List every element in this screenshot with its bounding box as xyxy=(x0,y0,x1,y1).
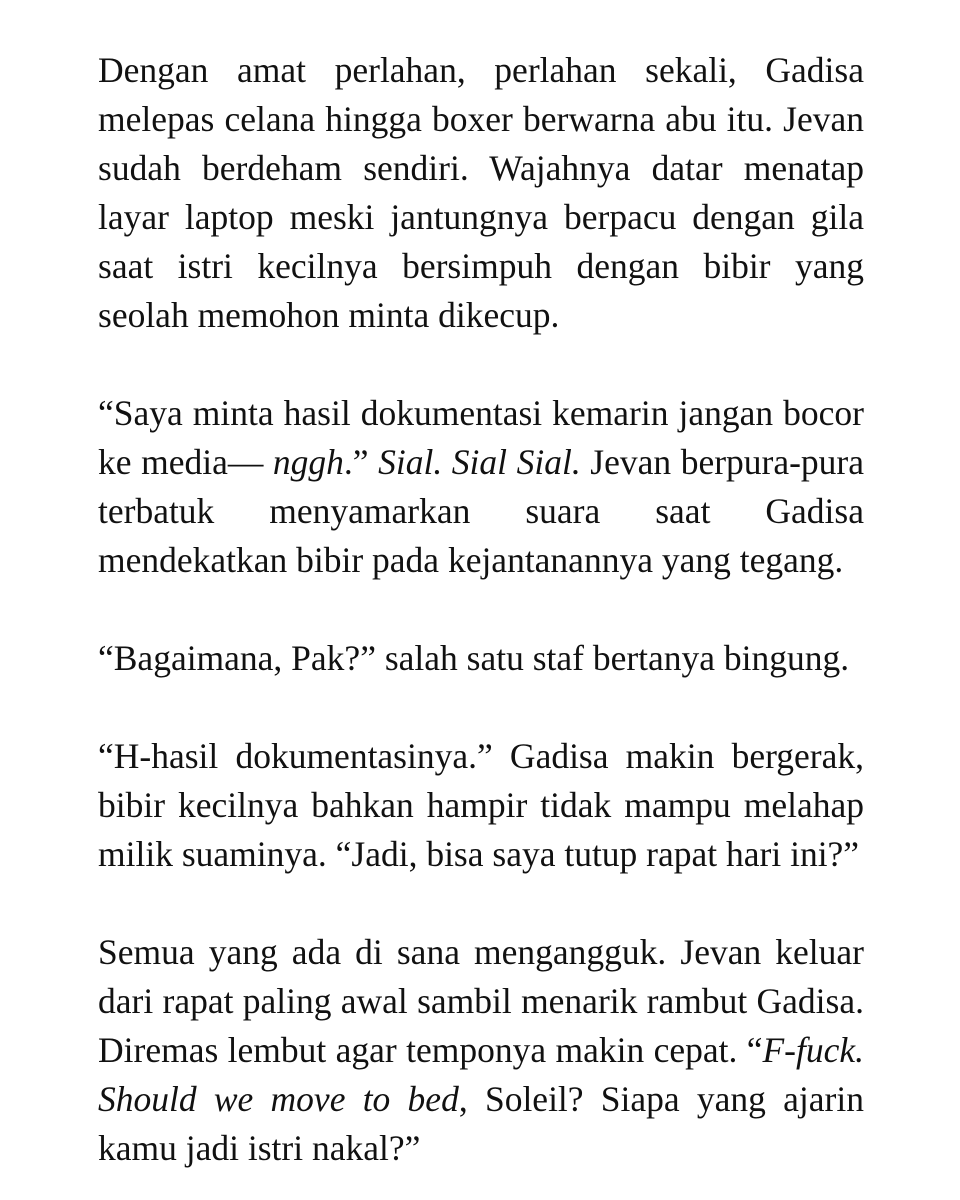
text-line xyxy=(98,487,864,536)
text-line xyxy=(98,242,864,291)
text-line xyxy=(98,1124,864,1173)
paragraph xyxy=(98,928,864,1173)
paragraph xyxy=(98,634,864,683)
text-line xyxy=(98,634,864,683)
text-segment: “Bagaimana, Pak?” salah satu staf bertanya bingung. xyxy=(98,638,850,678)
text-segment: Dengan amat perlahan, perlahan sekali, Gadisa xyxy=(98,50,864,90)
text-line xyxy=(98,438,864,487)
text-segment: layar laptop meski jantungnya berpacu dengan gila xyxy=(98,197,864,237)
text-segment: , Soleil? Siapa yang ajarin xyxy=(458,1079,864,1119)
text-segment: Semua yang ada di sana mengangguk. Jevan keluar xyxy=(98,932,864,972)
italic-text: F-fuck. xyxy=(762,1030,864,1070)
paragraph xyxy=(98,389,864,585)
text-segment: bibir kecilnya bahkan hampir tidak mampu melahap xyxy=(98,785,864,825)
text-line xyxy=(98,1026,864,1075)
text-segment: melepas celana hingga boxer berwarna abu itu. Jevan xyxy=(98,99,864,139)
text-line xyxy=(98,193,864,242)
text-segment: kamu jadi istri nakal?” xyxy=(98,1128,421,1168)
text-line xyxy=(98,781,864,830)
text-line xyxy=(98,95,864,144)
text-line xyxy=(98,732,864,781)
text-segment: milik suaminya. “Jadi, bisa saya tutup rapat hari ini?” xyxy=(98,834,860,874)
text-line xyxy=(98,536,864,585)
text-line xyxy=(98,46,864,95)
text-segment: Jevan berpura-pura xyxy=(590,442,865,482)
italic-wrapper xyxy=(762,1030,864,1070)
italic-wrapper xyxy=(369,442,581,482)
text-segment: saat istri kecilnya bersimpuh dengan bibir yang xyxy=(98,246,864,286)
text-segment: Diremas lembut agar temponya makin cepat. “ xyxy=(98,1030,763,1070)
italic-wrapper xyxy=(263,442,344,482)
text-segment: “H-hasil dokumentasinya.” Gadisa makin bergerak, xyxy=(98,736,864,776)
italic-wrapper xyxy=(98,1079,459,1119)
text-line xyxy=(98,830,864,879)
italic-text: nggh xyxy=(272,442,344,482)
text-segment: mendekatkan bibir pada kejantanannya yang tegang. xyxy=(98,540,844,580)
document-page xyxy=(98,46,864,1173)
text-segment: “Saya minta hasil dokumentasi kemarin jangan bocor xyxy=(98,393,864,433)
text-segment: sudah berdeham sendiri. Wajahnya datar menatap xyxy=(98,148,864,188)
text-line xyxy=(98,928,864,977)
text-segment: seolah memohon minta dikecup. xyxy=(98,295,560,335)
text-line xyxy=(98,144,864,193)
text-segment: dari rapat paling awal sambil menarik rambut Gadisa. xyxy=(98,981,864,1021)
italic-text: Should we move to bed xyxy=(98,1079,459,1119)
text-segment: terbatuk menyamarkan suara saat Gadisa xyxy=(98,491,864,531)
paragraph xyxy=(98,46,864,340)
paragraph xyxy=(98,732,864,879)
text-segment: ke media— xyxy=(98,442,264,482)
text-line xyxy=(98,389,864,438)
text-line xyxy=(98,1075,864,1124)
text-line xyxy=(98,977,864,1026)
text-segment: .” xyxy=(343,442,369,482)
text-line xyxy=(98,291,864,340)
italic-text: Sial. Sial Sial. xyxy=(378,442,581,482)
